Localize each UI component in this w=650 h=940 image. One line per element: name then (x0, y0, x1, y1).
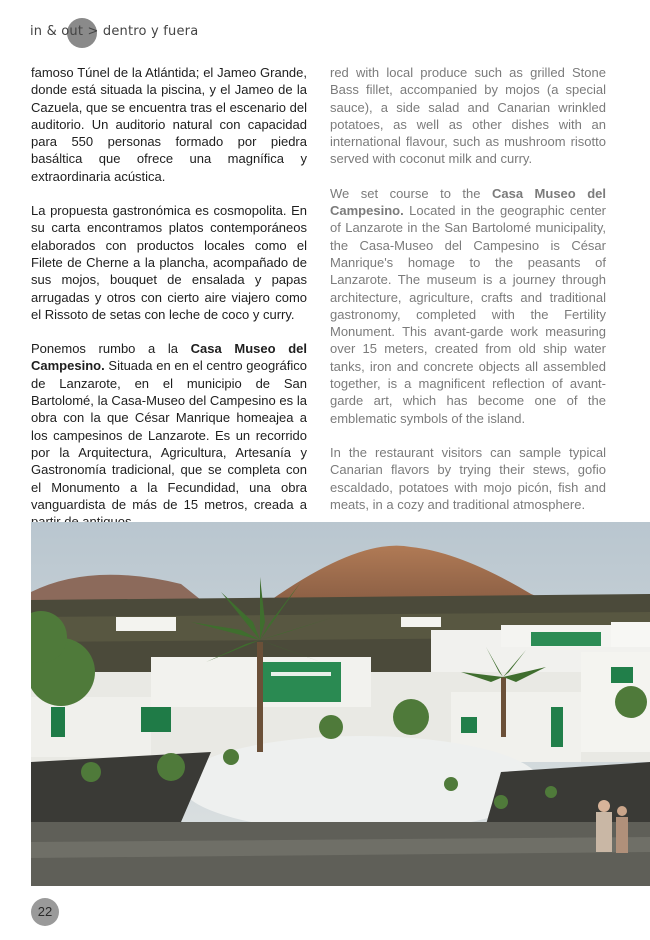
museum-photo (31, 522, 650, 886)
paragraph-text: Ponemos rumbo a la (31, 341, 191, 357)
spanish-paragraph-2: La propuesta gastronómica es cosmopolita. En su carta encontramos platos contemporáneos elaborados con productos locales como el Filete de Cherne a la plancha, acompañado de sus mojos, bouquet de ensalada y papas arrugadas y otros con cierto aire viajero como el Rissoto de setas con leche de coco y curry. (31, 203, 307, 322)
english-paragraph-3: In the restaurant visitors can sample typical Canarian flavors by trying their stews, gofio escaldado, potatoes with mojo picón, fish and meats, in a cozy and traditional atmosphere. (330, 444, 606, 512)
english-column (330, 64, 606, 530)
paragraph-text: Situada en en el centro geográfico de Lanzarote, en el municipio de San Bartolomé, la Casa-Museo del Campesino es la obra con la que César Manrique homeajea a los campesinos de Lanzarote. Es un recorrido por la Arquitectura, Agricultura, Artesanía y Gastronomía tradicional, que se completa con el Monumento a la Fecundidad, una obra vanguardista de más de 15 metros, creada a (31, 358, 307, 512)
page-number: 22 (31, 898, 59, 926)
spanish-paragraph-1: famoso Túnel de la Atlántida; el Jameo Grande, donde está situada la piscina, y el Jameo de la Cazuela, que se encuentra tras el escenario del auditorio. Un auditorio natural con capacidad para 550 personas formado por piedra basáltica que ofrece una magnífica y extraordinaria acústica. (31, 65, 307, 184)
museum-name-bold: Casa Museo del Campesino. (31, 341, 307, 374)
spanish-paragraph-3 (31, 340, 307, 530)
paragraph-text: Located in the geographic center of Lanzarote in the San Bartolomé municipality, the Casa-Museo del Campesino is César Manrique's homage to the peasants of Lanzarote. The museum is a journey through architecture, agriculture, crafts and traditional gastronomy, completed with the Fertility Monument. This avant-garde work measuring over 15 meters, created from old ship water tanks, iron and concrete objects all assembled together, is a magnificent reflection of avant-garde art, which has become one of the emblematic symbols of the island. (330, 203, 606, 426)
paragraph-text: We set course to the (330, 185, 492, 201)
museum-name-bold: Casa Museo del Campesino. (330, 185, 606, 219)
english-paragraph-2 (330, 185, 606, 427)
spanish-column (31, 64, 307, 547)
english-paragraph-1: red with local produce such as grilled Stone Bass fillet, accompanied by mojos (a special sauce), a side salad and Canarian wrinkled potatoes, as well as other dishes with an international flavour, such as mushroom risotto served with coconut milk and curry. (330, 65, 606, 167)
section-title: in & out > dentro y fuera (30, 24, 199, 39)
